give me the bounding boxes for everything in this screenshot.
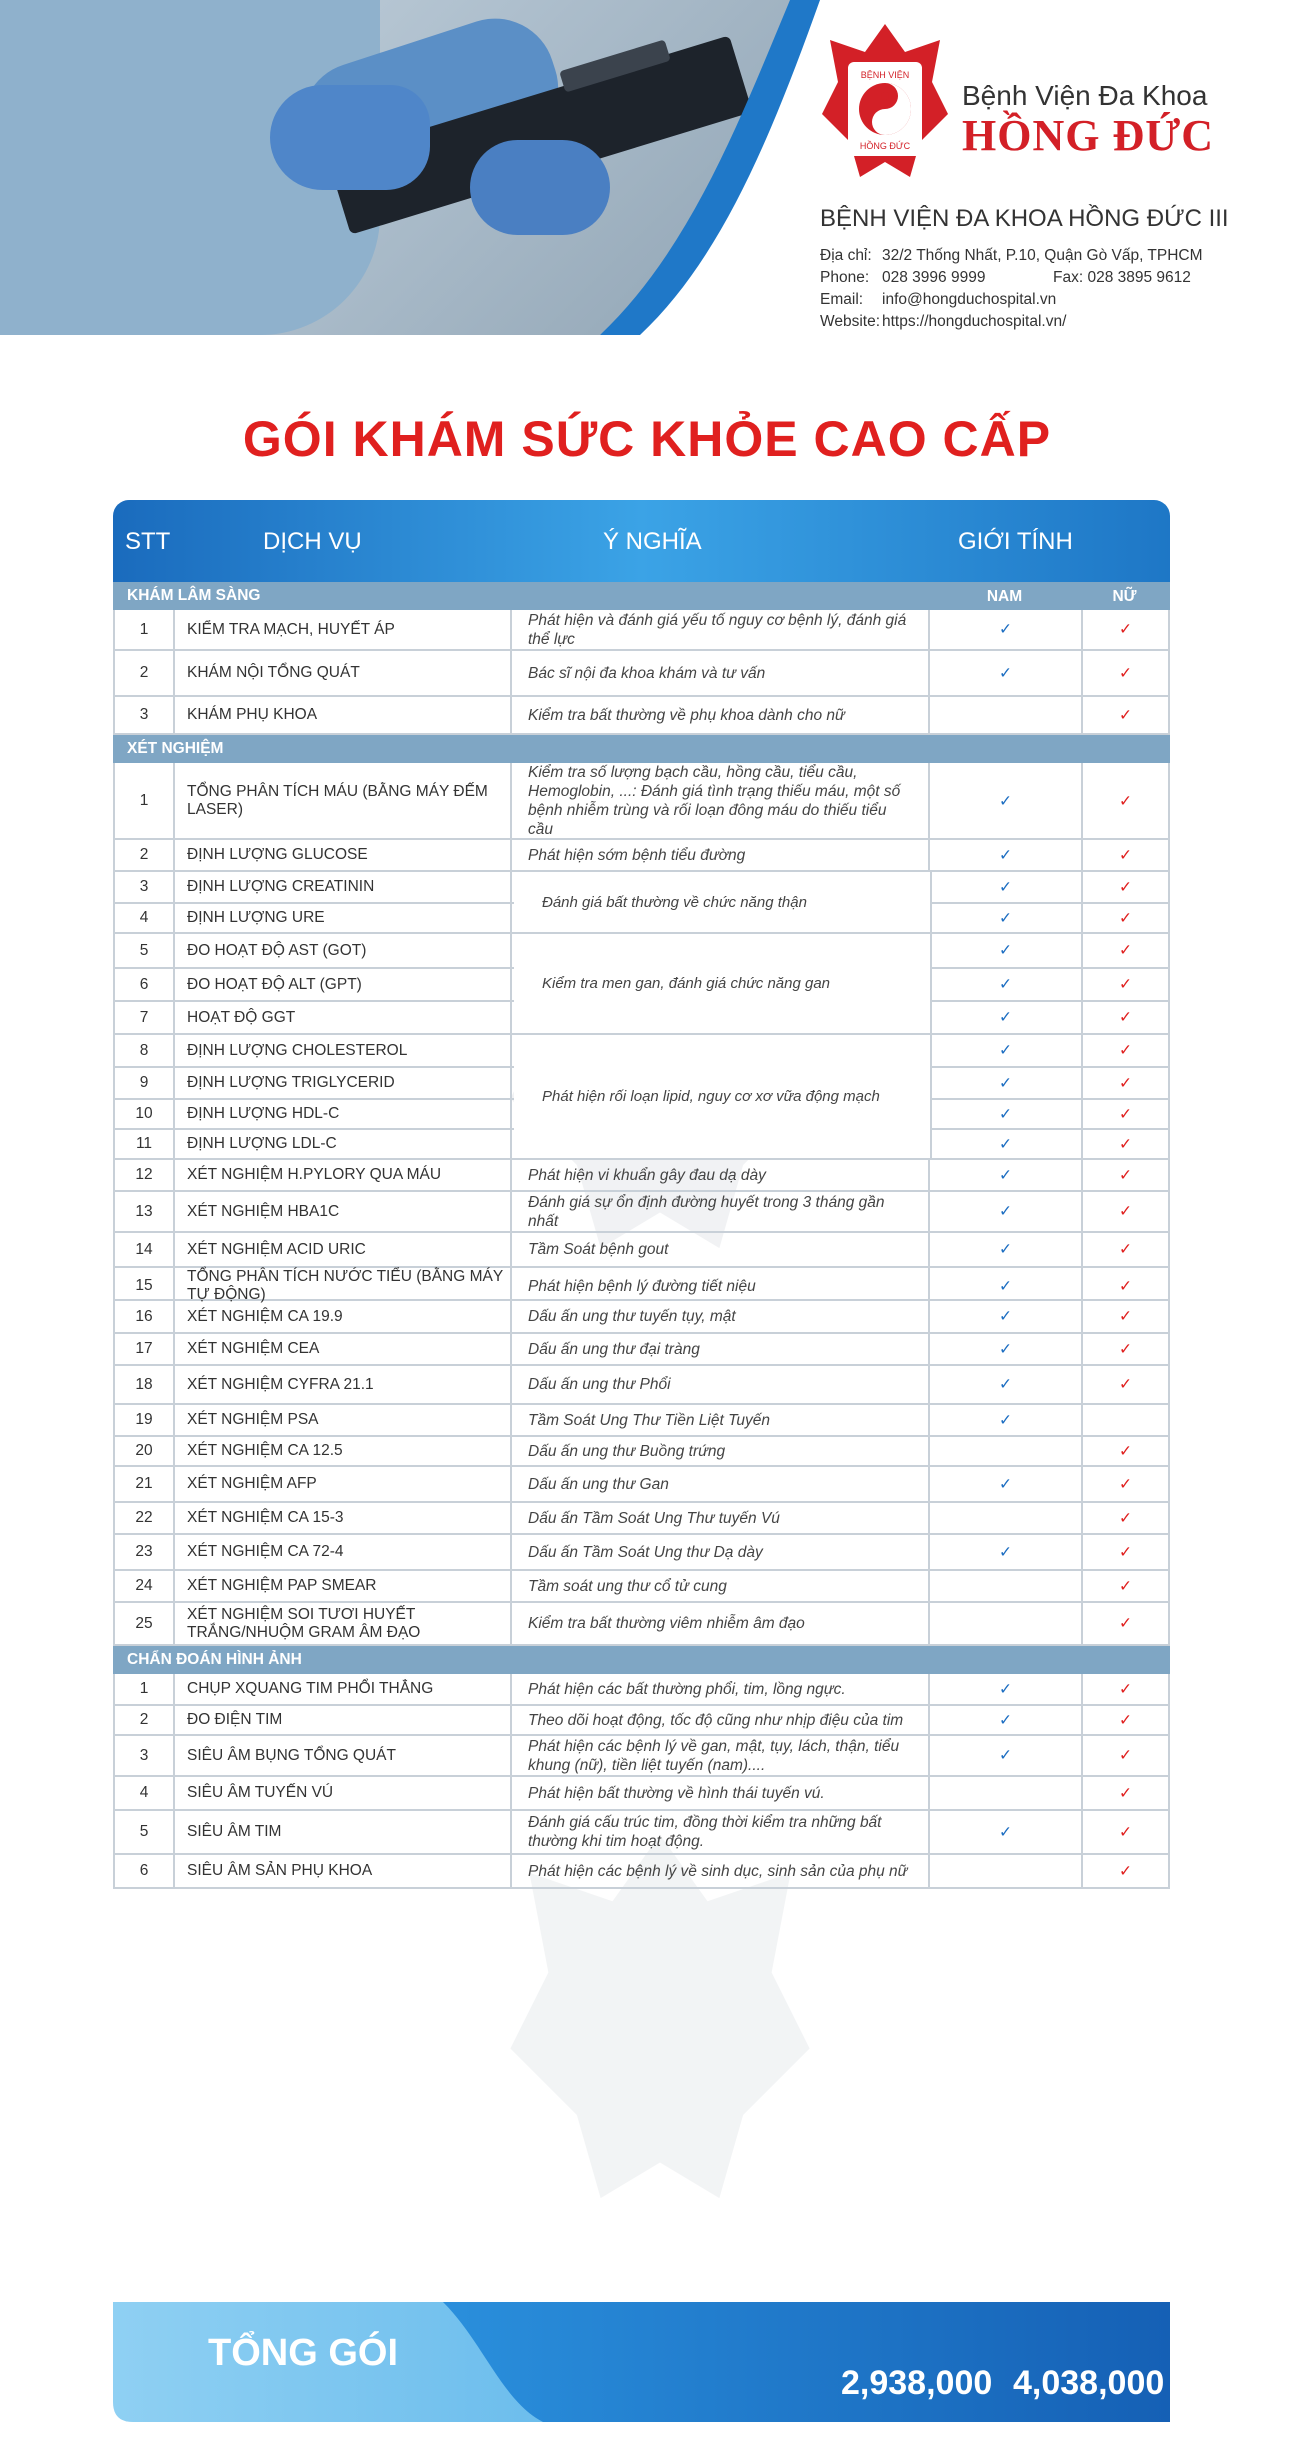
address: 32/2 Thống Nhất, P.10, Quận Gò Vấp, TPHCM (882, 247, 1203, 264)
service-meaning: Tầm soát ung thư cổ tử cung (512, 1571, 930, 1601)
female-check-icon: ✓ (1083, 763, 1170, 839)
service-meaning: Dấu ấn ung thư tuyến tụy, mật (512, 1301, 930, 1332)
male-check-icon: ✓ (930, 1035, 1083, 1066)
row-number: 5 (113, 934, 175, 967)
merged-meaning: Đánh giá bất thường về chức năng thận (514, 872, 932, 932)
hospital-logo (820, 22, 950, 182)
row-number: 15 (113, 1268, 175, 1304)
male-check-icon: ✓ (930, 1068, 1083, 1098)
female-check-icon: ✓ (1083, 1467, 1170, 1501)
table-row (113, 1334, 1170, 1366)
row-number: 19 (113, 1405, 175, 1435)
row-number: 1 (113, 763, 175, 839)
row-number: 5 (113, 1811, 175, 1853)
service-meaning: Phát hiện và đánh giá yếu tố nguy cơ bệnh lý, đánh giá thể lực (512, 610, 930, 649)
male-check-icon: ✓ (930, 1405, 1083, 1435)
row-number: 17 (113, 1334, 175, 1364)
female-check-icon: ✓ (1083, 651, 1170, 695)
service-name: ĐỊNH LƯỢNG GLUCOSE (175, 840, 512, 870)
section-header (113, 582, 1170, 610)
service-name: CHỤP XQUANG TIM PHỔI THẲNG (175, 1674, 512, 1704)
row-number: 1 (113, 610, 175, 649)
service-name: XÉT NGHIỆM SOI TƯƠI HUYẾT TRẮNG/NHUỘM GRAM ÂM ĐẠO (175, 1603, 512, 1644)
service-name: SIÊU ÂM SẢN PHỤ KHOA (175, 1855, 512, 1887)
male-check-icon: ✓ (930, 1192, 1083, 1231)
service-meaning: Dấu ấn ung thư Phổi (512, 1366, 930, 1403)
male-cell (930, 697, 1083, 733)
female-check-icon: ✓ (1083, 697, 1170, 733)
table-row (113, 1855, 1170, 1889)
male-check-icon: ✓ (930, 1233, 1083, 1266)
female-check-icon: ✓ (1083, 1192, 1170, 1231)
service-meaning: Tầm Soát bệnh gout (512, 1233, 930, 1266)
table-row (113, 1736, 1170, 1777)
female-cell (1083, 1405, 1170, 1435)
contact-info (820, 245, 1203, 333)
service-name: KHÁM NỘI TỔNG QUÁT (175, 651, 512, 695)
service-meaning: Dấu ấn Tầm Soát Ung thư Dạ dày (512, 1535, 930, 1569)
table-row (113, 1811, 1170, 1855)
service-meaning: Phát hiện vi khuẩn gây đau dạ dày (512, 1160, 930, 1190)
service-meaning: Phát hiện bệnh lý đường tiết niệu (512, 1268, 930, 1304)
row-number: 6 (113, 969, 175, 1000)
col-male: NAM (986, 588, 1023, 605)
female-check-icon: ✓ (1083, 1160, 1170, 1190)
service-name: XÉT NGHIỆM PAP SMEAR (175, 1571, 512, 1601)
row-number: 3 (113, 697, 175, 733)
male-check-icon: ✓ (930, 1334, 1083, 1364)
service-meaning: Bác sĩ nội đa khoa khám và tư vấn (512, 651, 930, 695)
table-row (113, 1268, 1170, 1301)
service-name: TỔNG PHÂN TÍCH NƯỚC TIỂU (BẰNG MÁY TỰ ĐỘNG) (175, 1268, 512, 1304)
service-meaning: Kiểm tra bất thường về phụ khoa dành cho nữ (512, 697, 930, 733)
female-check-icon: ✓ (1083, 1268, 1170, 1304)
male-check-icon: ✓ (930, 1535, 1083, 1569)
female-check-icon: ✓ (1083, 1100, 1170, 1128)
package-table (113, 500, 1170, 1889)
service-name: ĐỊNH LƯỢNG HDL-C (175, 1100, 512, 1128)
table-row (113, 1777, 1170, 1811)
table-row (113, 1301, 1170, 1334)
table-row (113, 763, 1170, 840)
total-bar (113, 2302, 1170, 2422)
row-number: 7 (113, 1002, 175, 1033)
service-name: XÉT NGHIỆM CA 19.9 (175, 1301, 512, 1332)
table-body (113, 582, 1170, 1889)
female-check-icon: ✓ (1083, 1002, 1170, 1033)
row-number: 4 (113, 1777, 175, 1809)
table-row (113, 610, 1170, 651)
male-cell (930, 1855, 1083, 1887)
female-check-icon: ✓ (1083, 1334, 1170, 1364)
female-check-icon: ✓ (1083, 1706, 1170, 1734)
male-check-icon: ✓ (930, 610, 1083, 649)
service-name: XÉT NGHIỆM CEA (175, 1334, 512, 1364)
service-name: KIỂM TRA MẠCH, HUYẾT ÁP (175, 610, 512, 649)
hospital-name: BỆNH VIỆN ĐA KHOA HỒNG ĐỨC III (820, 205, 1229, 232)
website-link[interactable]: https://hongduchospital.vn/ (882, 313, 1067, 330)
female-check-icon: ✓ (1083, 872, 1170, 902)
female-check-icon: ✓ (1083, 1535, 1170, 1569)
female-check-icon: ✓ (1083, 934, 1170, 967)
male-check-icon: ✓ (930, 872, 1083, 902)
table-row (113, 840, 1170, 872)
table-row (113, 651, 1170, 697)
female-check-icon: ✓ (1083, 610, 1170, 649)
service-meaning: Đánh giá sự ổn định đường huyết trong 3 tháng gần nhất (512, 1192, 930, 1231)
col-meaning: Ý NGHĨA (603, 528, 702, 555)
merged-meaning: Phát hiện rối loạn lipid, nguy cơ xơ vữa động mạch (514, 1035, 932, 1158)
section-title: XÉT NGHIỆM (127, 740, 224, 757)
service-name: SIÊU ÂM TIM (175, 1811, 512, 1853)
service-name: XÉT NGHIỆM CYFRA 21.1 (175, 1366, 512, 1403)
col-service: DỊCH VỤ (263, 528, 362, 555)
female-check-icon: ✓ (1083, 1035, 1170, 1066)
service-name: KHÁM PHỤ KHOA (175, 697, 512, 733)
female-check-icon: ✓ (1083, 1674, 1170, 1704)
row-number: 16 (113, 1301, 175, 1332)
row-number: 21 (113, 1467, 175, 1501)
merged-meaning: Kiểm tra men gan, đánh giá chức năng gan (514, 934, 932, 1033)
service-meaning: Phát hiện các bệnh lý về sinh dục, sinh sản của phụ nữ (512, 1855, 930, 1887)
row-number: 2 (113, 840, 175, 870)
male-cell (930, 1777, 1083, 1809)
row-number: 24 (113, 1571, 175, 1601)
male-cell (930, 1437, 1083, 1465)
website-label: Website: (820, 313, 881, 330)
row-number: 25 (113, 1603, 175, 1644)
svg-text:BỆNH VIỆN: BỆNH VIỆN (860, 70, 910, 80)
row-number: 3 (113, 1736, 175, 1775)
row-number: 11 (113, 1130, 175, 1158)
male-check-icon: ✓ (930, 1002, 1083, 1033)
male-check-icon: ✓ (930, 934, 1083, 967)
service-name: HOẠT ĐỘ GGT (175, 1002, 512, 1033)
service-name: ĐỊNH LƯỢNG CHOLESTEROL (175, 1035, 512, 1066)
row-number: 6 (113, 1855, 175, 1887)
male-check-icon: ✓ (930, 840, 1083, 870)
brand-line1: Bệnh Viện Đa Khoa (962, 80, 1208, 111)
service-meaning: Dấu ấn ung thư Buồng trứng (512, 1437, 930, 1465)
row-number: 23 (113, 1535, 175, 1569)
service-name: XÉT NGHIỆM HBA1C (175, 1192, 512, 1231)
table-row (113, 1233, 1170, 1268)
table-row (113, 1571, 1170, 1603)
service-meaning: Theo dõi hoạt động, tốc độ cũng như nhịp điệu của tim (512, 1706, 930, 1734)
female-check-icon: ✓ (1083, 1603, 1170, 1644)
service-meaning: Phát hiện các bệnh lý về gan, mật, tụy, lách, thận, tiểu khung (nữ), tiền liệt tuyến (nam).... (512, 1736, 930, 1775)
male-check-icon: ✓ (930, 763, 1083, 839)
table-row (113, 1437, 1170, 1467)
table-row (113, 1706, 1170, 1736)
female-check-icon: ✓ (1083, 1301, 1170, 1332)
row-number: 2 (113, 1706, 175, 1734)
male-check-icon: ✓ (930, 1674, 1083, 1704)
section-header (113, 1646, 1170, 1674)
male-check-icon: ✓ (930, 1467, 1083, 1501)
male-check-icon: ✓ (930, 1301, 1083, 1332)
female-check-icon: ✓ (1083, 969, 1170, 1000)
male-check-icon: ✓ (930, 904, 1083, 932)
service-meaning: Tầm Soát Ung Thư Tiền Liệt Tuyến (512, 1405, 930, 1435)
address-label: Địa chỉ: (820, 247, 872, 264)
female-check-icon: ✓ (1083, 1736, 1170, 1775)
row-number: 22 (113, 1503, 175, 1533)
service-meaning: Phát hiện sớm bệnh tiểu đường (512, 840, 930, 870)
female-check-icon: ✓ (1083, 1571, 1170, 1601)
brand-line2: HỒNG ĐỨC (962, 111, 1215, 160)
col-stt: STT (125, 528, 171, 555)
svg-text:HỒNG ĐỨC: HỒNG ĐỨC (859, 141, 911, 151)
col-female: NỮ (1112, 588, 1137, 605)
female-check-icon: ✓ (1083, 1777, 1170, 1809)
table-row (113, 1503, 1170, 1535)
female-check-icon: ✓ (1083, 1233, 1170, 1266)
table-row (113, 1160, 1170, 1192)
service-name: ĐO ĐIỆN TIM (175, 1706, 512, 1734)
male-check-icon: ✓ (930, 1706, 1083, 1734)
service-name: XÉT NGHIỆM ACID URIC (175, 1233, 512, 1266)
male-check-icon: ✓ (930, 1268, 1083, 1304)
table-row (113, 1674, 1170, 1706)
page-title: GÓI KHÁM SỨC KHỎE CAO CẤP (242, 411, 1052, 467)
service-name: XÉT NGHIỆM CA 72-4 (175, 1535, 512, 1569)
male-check-icon: ✓ (930, 1366, 1083, 1403)
row-number: 4 (113, 904, 175, 932)
male-check-icon: ✓ (930, 1160, 1083, 1190)
col-gender: GIỚI TÍNH (958, 528, 1073, 555)
service-name: ĐỊNH LƯỢNG TRIGLYCERID (175, 1068, 512, 1098)
section-title: KHÁM LÂM SÀNG (127, 587, 261, 604)
service-meaning: Phát hiện các bất thường phổi, tim, lồng ngực. (512, 1674, 930, 1704)
row-number: 14 (113, 1233, 175, 1266)
section-header (113, 735, 1170, 763)
female-check-icon: ✓ (1083, 1855, 1170, 1887)
male-check-icon: ✓ (930, 1736, 1083, 1775)
female-check-icon: ✓ (1083, 904, 1170, 932)
male-check-icon: ✓ (930, 969, 1083, 1000)
table-row (113, 1535, 1170, 1571)
table-header (113, 500, 1170, 582)
service-name: ĐỊNH LƯỢNG URE (175, 904, 512, 932)
row-number: 13 (113, 1192, 175, 1231)
table-row (113, 1405, 1170, 1437)
female-check-icon: ✓ (1083, 1130, 1170, 1158)
phone-label: Phone: (820, 269, 870, 286)
row-number: 18 (113, 1366, 175, 1403)
male-check-icon: ✓ (930, 651, 1083, 695)
email-link[interactable]: info@hongduchospital.vn (882, 291, 1057, 308)
price-female: 4,038,000 (1013, 2364, 1165, 2402)
female-check-icon: ✓ (1083, 1068, 1170, 1098)
fax: Fax: 028 3895 9612 (1053, 269, 1191, 286)
row-number: 2 (113, 651, 175, 695)
male-cell (930, 1571, 1083, 1601)
service-meaning: Dấu ấn ung thư đại tràng (512, 1334, 930, 1364)
male-cell (930, 1503, 1083, 1533)
section-title: CHẨN ĐOÁN HÌNH ẢNH (127, 1651, 302, 1668)
female-check-icon: ✓ (1083, 1366, 1170, 1403)
service-name: ĐỊNH LƯỢNG CREATININ (175, 872, 512, 902)
service-name: XÉT NGHIỆM H.PYLORY QUA MÁU (175, 1160, 512, 1190)
row-number: 3 (113, 872, 175, 902)
service-meaning: Dấu ấn Tầm Soát Ung Thư tuyến Vú (512, 1503, 930, 1533)
service-name: XÉT NGHIỆM CA 12.5 (175, 1437, 512, 1465)
price-male: 2,938,000 (841, 2364, 993, 2402)
service-name: ĐO HOẠT ĐỘ ALT (GPT) (175, 969, 512, 1000)
service-name: XÉT NGHIỆM CA 15-3 (175, 1503, 512, 1533)
service-name: SIÊU ÂM TUYẾN VÚ (175, 1777, 512, 1809)
service-meaning: Dấu ấn ung thư Gan (512, 1467, 930, 1501)
female-check-icon: ✓ (1083, 1437, 1170, 1465)
row-number: 8 (113, 1035, 175, 1066)
service-meaning: Kiểm tra số lượng bạch cầu, hồng cầu, tiểu cầu, Hemoglobin, ...: Đánh giá tình trạng thiếu máu, một số bệnh nhiễm trùng và rối loạn đông máu do thiếu tiểu cầu (512, 763, 930, 839)
table-row (113, 1467, 1170, 1503)
row-number: 12 (113, 1160, 175, 1190)
service-name: ĐỊNH LƯỢNG LDL-C (175, 1130, 512, 1158)
male-check-icon: ✓ (930, 1130, 1083, 1158)
female-check-icon: ✓ (1083, 840, 1170, 870)
row-number: 9 (113, 1068, 175, 1098)
male-check-icon: ✓ (930, 1100, 1083, 1128)
service-meaning: Kiểm tra bất thường viêm nhiễm âm đạo (512, 1603, 930, 1644)
service-meaning: Phát hiện bất thường về hình thái tuyến vú. (512, 1777, 930, 1809)
row-number: 1 (113, 1674, 175, 1704)
table-row (113, 1603, 1170, 1646)
service-name: ĐO HOẠT ĐỘ AST (GOT) (175, 934, 512, 967)
row-number: 10 (113, 1100, 175, 1128)
service-name: SIÊU ÂM BỤNG TỔNG QUÁT (175, 1736, 512, 1775)
service-name: TỔNG PHÂN TÍCH MÁU (BẰNG MÁY ĐẾM LASER) (175, 763, 512, 839)
row-number: 20 (113, 1437, 175, 1465)
table-row (113, 1192, 1170, 1233)
service-name: XÉT NGHIỆM PSA (175, 1405, 512, 1435)
email-label: Email: (820, 291, 864, 308)
table-row (113, 1366, 1170, 1405)
total-label: TỔNG GÓI (208, 2332, 398, 2374)
male-check-icon: ✓ (930, 1811, 1083, 1853)
female-check-icon: ✓ (1083, 1503, 1170, 1533)
service-name: XÉT NGHIỆM AFP (175, 1467, 512, 1501)
phone[interactable]: 028 3996 9999 (882, 269, 986, 286)
table-row (113, 697, 1170, 735)
service-meaning: Đánh giá cấu trúc tim, đồng thời kiểm tra những bất thường khi tim hoạt động. (512, 1811, 930, 1853)
male-cell (930, 1603, 1083, 1644)
female-check-icon: ✓ (1083, 1811, 1170, 1853)
